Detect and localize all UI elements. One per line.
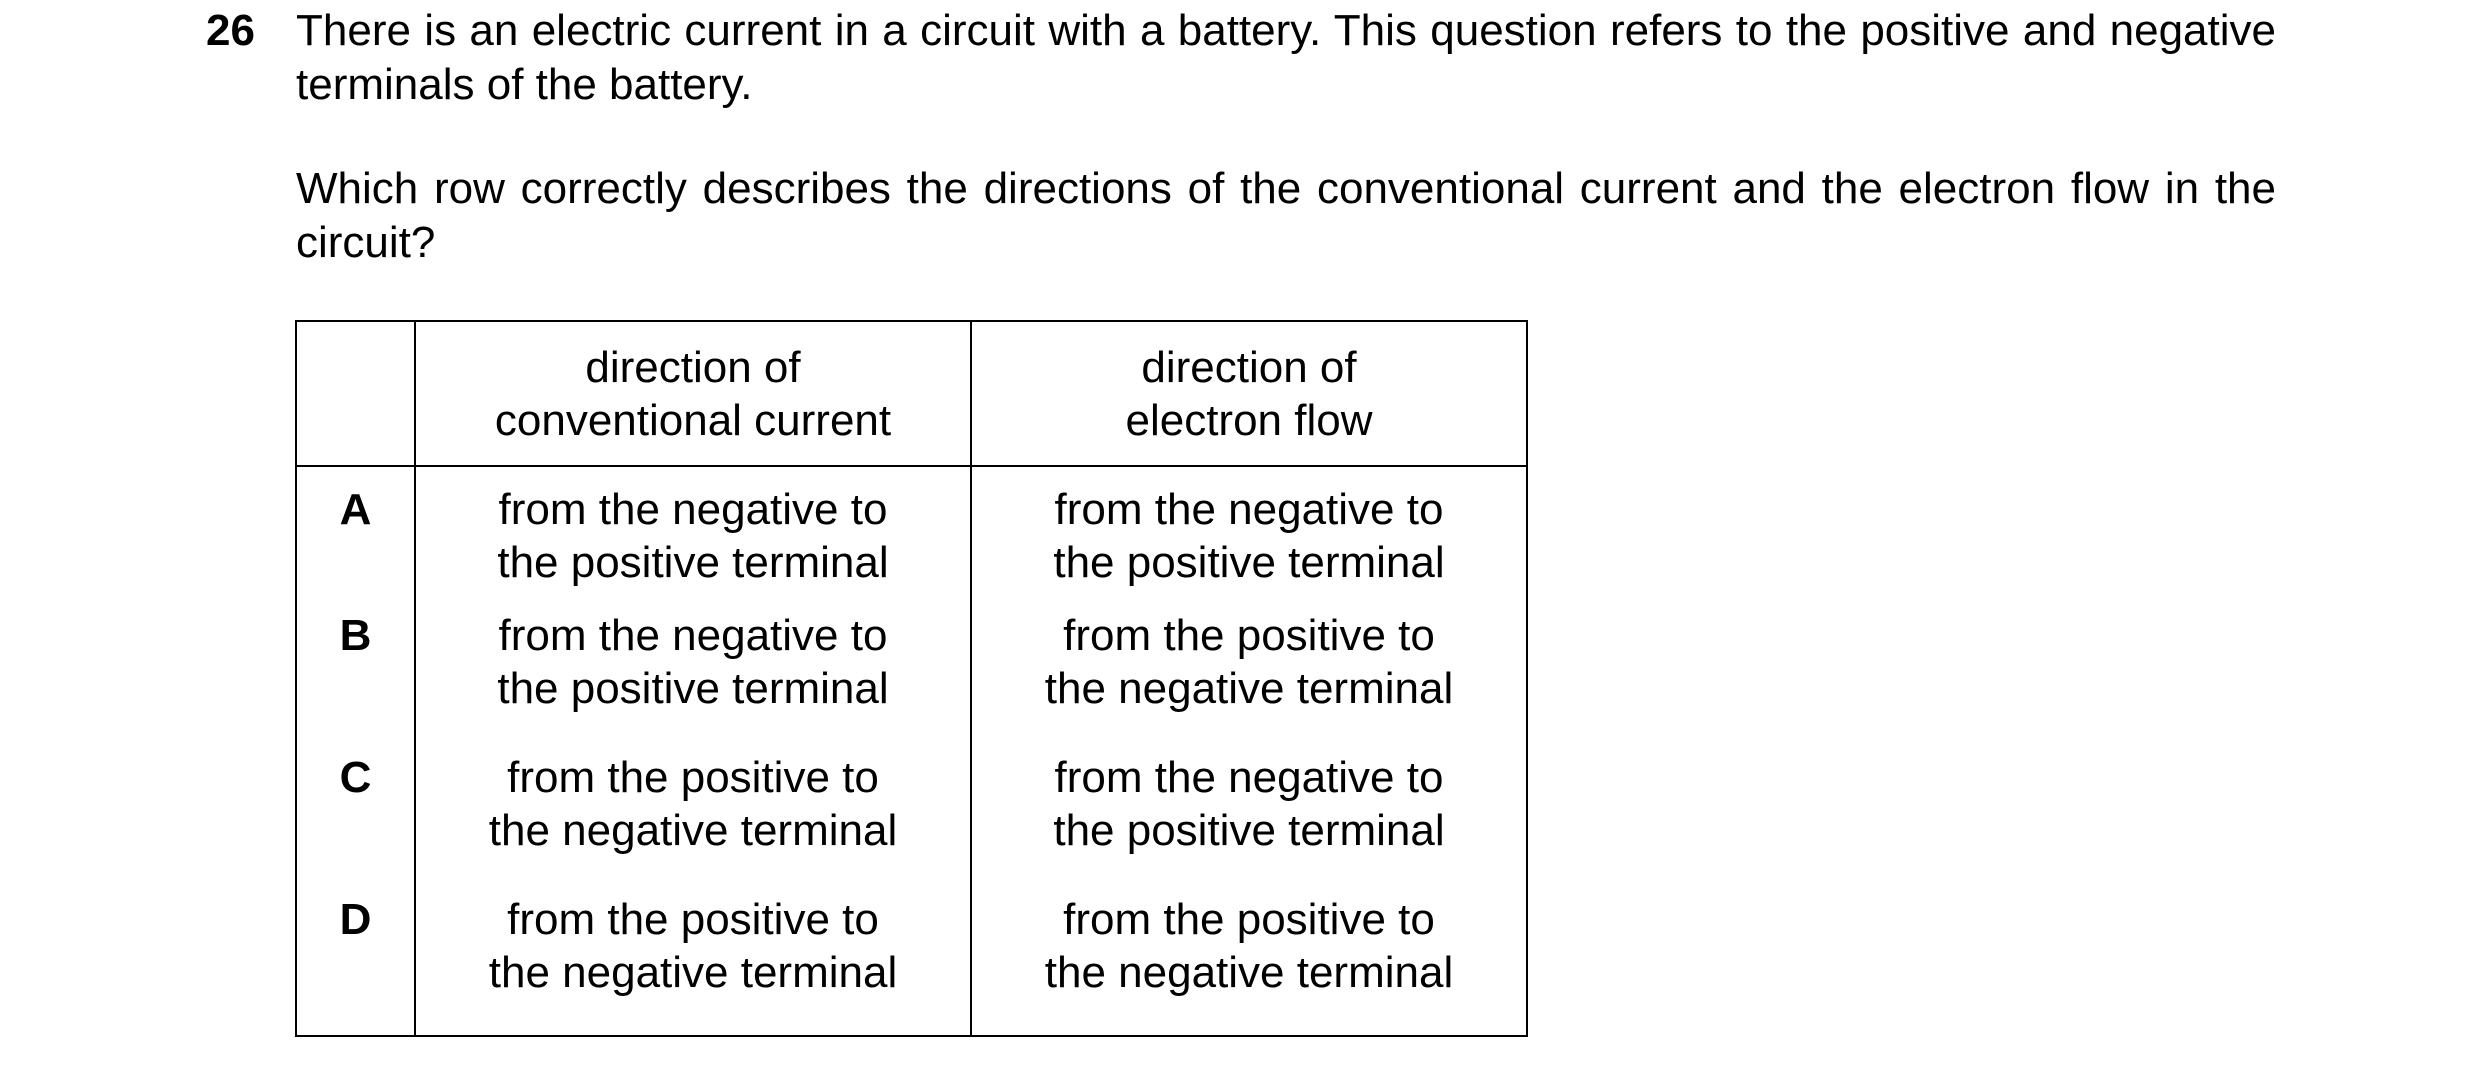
option-current-cell bbox=[415, 893, 971, 1036]
table-row-option-b[interactable] bbox=[296, 609, 1527, 751]
table-row-option-d[interactable] bbox=[296, 893, 1527, 1036]
header-key-cell bbox=[296, 321, 415, 466]
option-electron-line2: the negative terminal bbox=[1044, 948, 1454, 997]
option-current-cell bbox=[415, 466, 971, 609]
option-electron-line2: the negative terminal bbox=[1044, 664, 1454, 713]
option-current-line1: from the negative to bbox=[498, 485, 888, 534]
option-electron-line1: from the negative to bbox=[1054, 753, 1444, 802]
header-electron-line2: electron flow bbox=[1125, 395, 1373, 445]
option-electron-line2: the positive terminal bbox=[1053, 538, 1445, 587]
question-prompt: Which row correctly describes the directions of the conventional current and the electron flow in the circuit? bbox=[296, 164, 2276, 267]
table-row-option-a[interactable] bbox=[296, 466, 1527, 609]
option-electron-line2: the positive terminal bbox=[1053, 806, 1445, 855]
option-electron-line1: from the negative to bbox=[1054, 485, 1444, 534]
header-conventional-current bbox=[415, 321, 971, 466]
header-current-line1: direction of bbox=[585, 342, 801, 392]
question-number: 26 bbox=[206, 6, 255, 55]
header-current-line2: conventional current bbox=[494, 395, 892, 445]
option-current-line1: from the positive to bbox=[507, 753, 879, 802]
option-electron-line1: from the positive to bbox=[1063, 611, 1435, 660]
option-current-line2: the negative terminal bbox=[488, 948, 898, 997]
option-key-label: A bbox=[339, 485, 372, 534]
answer-table bbox=[295, 320, 1528, 1037]
option-current-line1: from the positive to bbox=[507, 895, 879, 944]
table-row-option-c[interactable] bbox=[296, 751, 1527, 893]
option-key bbox=[296, 893, 415, 1036]
option-current-line2: the positive terminal bbox=[497, 664, 889, 713]
option-key bbox=[296, 751, 415, 893]
option-electron-cell bbox=[971, 466, 1527, 609]
option-electron-cell bbox=[971, 893, 1527, 1036]
option-key bbox=[296, 466, 415, 609]
option-key-label: D bbox=[339, 895, 372, 944]
option-electron-line1: from the positive to bbox=[1063, 895, 1435, 944]
option-current-line2: the negative terminal bbox=[488, 806, 898, 855]
option-current-line2: the positive terminal bbox=[497, 538, 889, 587]
question-stem: There is an electric current in a circuit with a battery. This question refers to the positive and negative terminals of the battery. bbox=[296, 6, 2276, 109]
option-current-cell bbox=[415, 751, 971, 893]
table-header-row bbox=[296, 321, 1527, 466]
option-electron-cell bbox=[971, 609, 1527, 751]
header-electron-line1: direction of bbox=[1141, 342, 1357, 392]
option-key-label: B bbox=[339, 611, 372, 660]
option-key bbox=[296, 609, 415, 751]
option-current-cell bbox=[415, 609, 971, 751]
option-electron-cell bbox=[971, 751, 1527, 893]
option-key-label: C bbox=[339, 753, 372, 802]
header-electron-flow bbox=[971, 321, 1527, 466]
option-current-line1: from the negative to bbox=[498, 611, 888, 660]
